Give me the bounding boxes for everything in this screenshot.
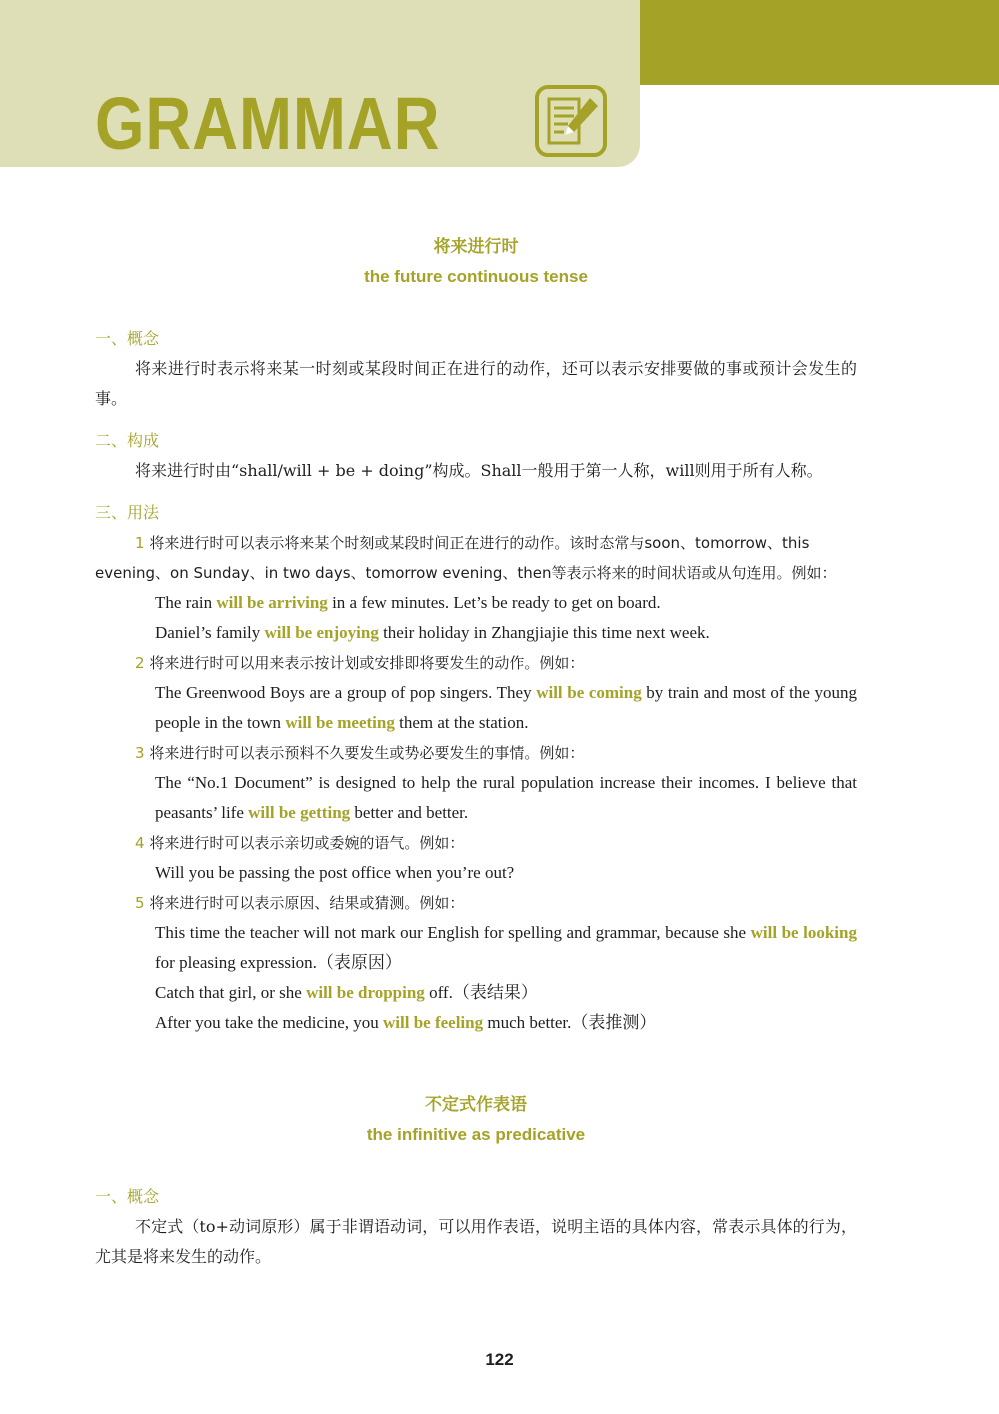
edit-note-icon bbox=[534, 84, 608, 158]
example-sentence: Catch that girl, or she will be dropping off.（表结果） bbox=[155, 983, 538, 1002]
usage-item-2 bbox=[95, 648, 857, 678]
usage-item-5 bbox=[95, 888, 857, 918]
structure-heading: 二、构成 bbox=[95, 431, 160, 450]
example-sentence: The “No.1 Document” is designed to help the rural population increase their incomes. I believe that peasants’ life will be getting better and better. bbox=[155, 773, 857, 822]
section-title-cn: 将来进行时 bbox=[433, 237, 519, 257]
usage-text: 将来进行时可以用来表示按计划或安排即将要发生的动作。例如： bbox=[149, 654, 585, 672]
page-number: 122 bbox=[485, 1350, 514, 1369]
usage-number: 1 bbox=[135, 534, 145, 552]
usage-text: 将来进行时可以表示亲切或委婉的语气。例如： bbox=[149, 834, 465, 852]
header-accent-bar bbox=[640, 0, 999, 85]
usage-number: 5 bbox=[135, 894, 145, 912]
example-sentence: This time the teacher will not mark our English for spelling and grammar, because she will be looking for pleasing expression.（表原因） bbox=[155, 923, 857, 972]
concept-text: 将来进行时表示将来某一时刻或某段时间正在进行的动作，还可以表示安排要做的事或预计会发生的事。 bbox=[95, 359, 857, 408]
concept-heading: 一、概念 bbox=[95, 1187, 160, 1206]
highlight-verb: will be enjoying bbox=[264, 623, 379, 642]
example-sentence: Will you be passing the post office when you’re out? bbox=[155, 863, 515, 882]
example-sentence: The rain will be arriving in a few minutes. Let’s be ready to get on board. bbox=[155, 593, 661, 612]
usage-item-3 bbox=[95, 738, 857, 768]
usage-item-1 bbox=[95, 528, 857, 588]
usage-text: 将来进行时可以表示原因、结果或猜测。例如： bbox=[149, 894, 465, 912]
concept-text: 不定式（to+动词原形）属于非谓语动词，可以用作表语，说明主语的具体内容，常表示具体的行为，尤其是将来发生的动作。 bbox=[95, 1217, 857, 1266]
usage-heading: 三、用法 bbox=[95, 503, 160, 522]
highlight-verb: will be dropping bbox=[306, 983, 425, 1002]
usage-number: 3 bbox=[135, 744, 145, 762]
highlight-verb: will be getting bbox=[248, 803, 351, 822]
usage-item-4 bbox=[95, 828, 857, 858]
highlight-verb: will be looking bbox=[750, 923, 857, 942]
example-sentence: The Greenwood Boys are a group of pop singers. They will be coming by train and most of the young people in the town will be meeting them at the station. bbox=[155, 683, 857, 732]
page-content bbox=[95, 232, 857, 1272]
example-sentence: Daniel’s family will be enjoying their holiday in Zhangjiajie this time next week. bbox=[155, 623, 710, 642]
usage-text: 将来进行时可以表示预料不久要发生或势必要发生的事情。例如： bbox=[149, 744, 585, 762]
usage-number: 2 bbox=[135, 654, 145, 672]
structure-text: 将来进行时由“shall/will + be + doing”构成。Shall一般用于第一人称，will则用于所有人称。 bbox=[135, 461, 823, 480]
section-title-en: the infinitive as predicative bbox=[366, 1125, 586, 1144]
highlight-verb: will be meeting bbox=[285, 713, 395, 732]
grammar-title: GRAMMAR bbox=[95, 82, 441, 165]
section-title-en: the future continuous tense bbox=[364, 267, 588, 286]
example-sentence: After you take the medicine, you will be feeling much better.（表推测） bbox=[155, 1013, 657, 1032]
highlight-verb: will be coming bbox=[536, 683, 642, 702]
usage-text: 将来进行时可以表示将来某个时刻或某段时间正在进行的动作。该时态常与soon、tomorrow、this evening、on Sunday、in two days、tomorrow evening、then等表示将来的时间状语或从句连用。例如： bbox=[95, 534, 837, 582]
highlight-verb: will be feeling bbox=[383, 1013, 484, 1032]
usage-number: 4 bbox=[135, 834, 145, 852]
section-title-cn: 不定式作表语 bbox=[425, 1095, 527, 1115]
highlight-verb: will be arriving bbox=[216, 593, 328, 612]
concept-heading: 一、概念 bbox=[95, 329, 160, 348]
